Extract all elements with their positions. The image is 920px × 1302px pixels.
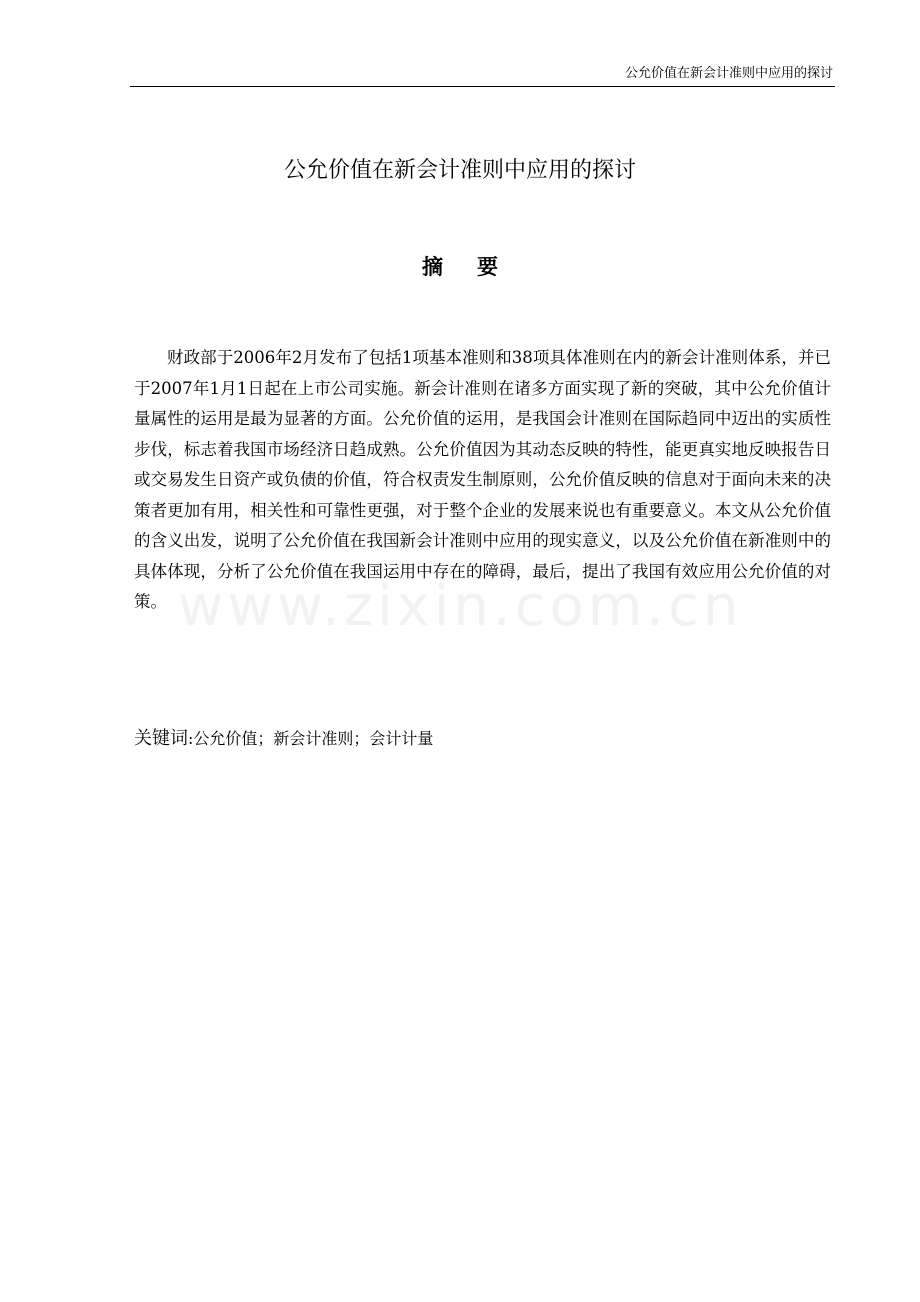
keywords-label: 关键词 [134, 728, 188, 749]
document-title: 公允价值在新会计准则中应用的探讨 [283, 158, 636, 183]
keywords-line [134, 726, 834, 752]
keywords-separator: : [188, 729, 194, 748]
running-title: 公允价值在新会计准则中应用的探讨 [624, 66, 833, 81]
abstract-heading: 摘要 [422, 255, 532, 279]
abstract-body: 财政部于2006年2月发布了包括1项基本准则和38项具体准则在内的新会计准则体系，并已于2007年1月1日起在上市公司实施。新会计准则在诸多方面实现了新的突破，其中公允价值计量属性的运用是最为显著的方面。公允价值的运用，是我国会计准则在国际趋同中迈出的实质性步伐，标志着我国市场经济日趋成熟。公允价值因为其动态反映的特性，能更真实地反映报告日或交易发生日资产或负债的价值，符合权责发生制原则，公允价值反映的信息对于面向未来的决策者更加有用，相关性和可靠性更强，对于整个企业的发展来说也有重要意义。本文从公允价值的含义出发，说明了公允价值在我国新会计准则中应用的现实意义，以及公允价值在新准则中的具体体现，分析了公允价值在我国运用中存在的障碍，最后，提出了我国有效应用公允价值的对策。 [134, 348, 831, 611]
keywords-value: 公允价值；新会计准则；会计计量 [193, 729, 434, 748]
page-header [130, 64, 835, 87]
watermark: www.zixin.com.cn [177, 574, 743, 639]
